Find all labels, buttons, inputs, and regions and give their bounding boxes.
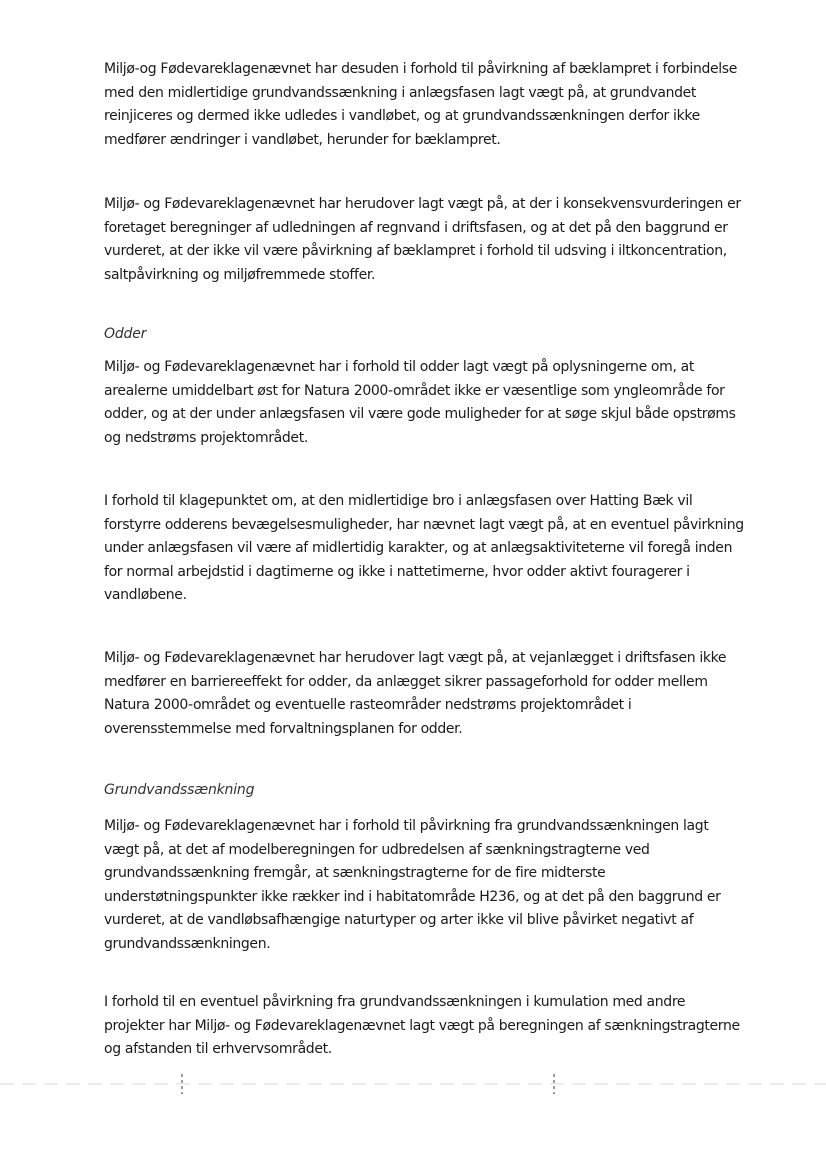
paragraph-grundvand-modelberegning: Miljø- og Fødevareklagenævnet har i forhold til påvirkning fra grundvandssænkningen lagt vægt på, at det af modelberegningen for udbredelsen af sænkningstragterne ved grundvandssænkning fremgår, at sænkningstragterne for de fire midterste understøtningspunkter ikke rækker ind i habitatområde H236, og at det på den baggrund er vurderet, at de vandløbsafhængige naturtyper og arter ikke vil blive påvirket negativt af grundvandssænkningen. bbox=[104, 818, 721, 952]
paragraph-odder-barriereeffekt: Miljø- og Fødevareklagenævnet har herudover lagt vægt på, at vejanlægget i driftsfasen ikke medfører en barriereeffekt for odder, da anlægget sikrer passageforhold for odder mellem Natura 2000-området og eventuelle rasteområder nedstrøms projektområdet i overensstemmelse med forvaltningsplanen for odder. bbox=[104, 650, 727, 737]
scan-artifact-mark-right bbox=[553, 1074, 555, 1094]
paragraph-baeklampret-grundvand: Miljø-og Fødevareklagenævnet har desuden i forhold til påvirkning af bæklampret i forbindelse med den midlertidige grundvandssænkning i anlægsfasen lagt vægt på, at grundvandet reinjiceres og dermed ikke udledes i vandløbet, og at grundvandssænkningen derfor ikke medfører ændringer i vandløbet, herunder for bæklampret. bbox=[104, 61, 738, 148]
scan-artifact-mark-left bbox=[181, 1074, 183, 1094]
paragraph-baeklampret-regnvand: Miljø- og Fødevareklagenævnet har herudover lagt vægt på, at der i konsekvensvurderingen er foretaget beregninger af udledningen af regnvand i driftsfasen, og at det på den baggrund er vurderet, at der ikke vil være påvirkning af bæklampret i forhold til udsving i iltkoncentration, saltpåvirkning og miljøfremmede stoffer. bbox=[104, 196, 741, 283]
scan-artifact-line bbox=[0, 1083, 826, 1085]
paragraph-odder-bro: I forhold til klagepunktet om, at den midlertidige bro i anlægsfasen over Hatting Bæk vil forstyrre odderens bevægelsesmuligheder, har nævnet lagt vægt på, at en eventuel påvirkning under anlægsfasen vil være af midlertidig karakter, og at anlægsaktiviteterne vil foregå inden for normal arbejdstid i dagtimerne og ikke i nattetimerne, hvor odder aktivt fouragerer i vandløbene. bbox=[104, 493, 744, 603]
section-heading-grundvandssaenkning: Grundvandssænkning bbox=[104, 782, 255, 798]
section-heading-odder: Odder bbox=[104, 326, 147, 342]
paragraph-grundvand-kumulation: I forhold til en eventuel påvirkning fra grundvandssænkningen i kumulation med andre projekter har Miljø- og Fødevareklagenævnet lagt vægt på beregningen af sænkningstragterne og afstanden til erhvervsområdet. bbox=[104, 994, 740, 1057]
paragraph-odder-yngleomraade: Miljø- og Fødevareklagenævnet har i forhold til odder lagt vægt på oplysningerne om, at arealerne umiddelbart øst for Natura 2000-området ikke er væsentlige som yngleområde for odder, og at der under anlægsfasen vil være gode muligheder for at søge skjul både opstrøms og nedstrøms projektområdet. bbox=[104, 359, 736, 446]
